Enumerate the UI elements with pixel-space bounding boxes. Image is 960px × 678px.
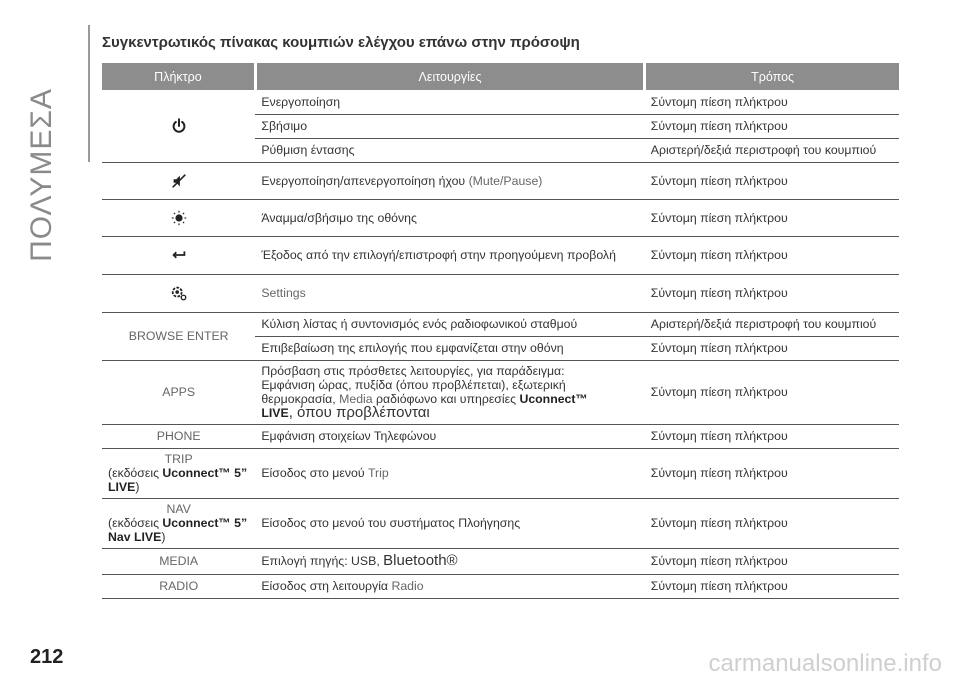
function-cell [255,548,644,574]
table-row [102,498,899,548]
section-side-label: ΠΟΛΥΜΕΣΑ [25,88,58,262]
function-cell [255,448,644,498]
mode-cell: Σύντομη πίεση πλήκτρου [645,236,899,274]
apps-brand-live: LIVE [261,406,289,420]
key-cell [102,274,255,312]
key-cell: MEDIA [102,548,255,574]
table-row [102,312,899,336]
nav-key-brand: Uconnect™ 5” [162,516,248,530]
page-title: Συγκεντρωτικός πίνακας κουμπιών ελέγχου επάνω στην πρόσοψη [102,34,580,51]
mode-cell: Σύντομη πίεση πλήκτρου [645,424,899,448]
function-cell [255,162,644,199]
table-row [102,199,899,236]
trip-func-a: Είσοδος στο μενού [261,466,368,480]
watermark-text: carmanualsonline.info [708,650,942,677]
apps-func-line2: Εμφάνιση ώρας, πυξίδα (όπου προβλέπεται), εξωτερική [261,378,566,392]
key-cell [102,498,255,548]
function-cell: Επιβεβαίωση της επιλογής που εμφανίζεται στην οθόνη [255,336,644,360]
function-cell: Ενεργοποίηση [255,90,644,114]
mode-cell: Σύντομη πίεση πλήκτρου [645,114,899,138]
nav-key-label: NAV [166,502,191,516]
power-icon [170,117,188,135]
key-cell [102,199,255,236]
table-row [102,236,899,274]
controls-table [102,63,899,599]
mode-cell: Σύντομη πίεση πλήκτρου [645,360,899,424]
side-divider [88,25,90,162]
key-cell [102,448,255,498]
apps-func-media: Media [339,392,373,406]
nav-key-brand2: Nav LIVE [108,530,162,544]
apps-func-tail: , όπου προβλέπονται [288,404,430,421]
mode-cell: Σύντομη πίεση πλήκτρου [645,199,899,236]
function-cell: Ρύθμιση έντασης [255,138,644,162]
media-func-brand: Bluetooth® [383,552,458,569]
mute-function-extra: (Mute/Pause) [468,173,543,188]
apps-func-line1: Πρόσβαση στις πρόσθετες λειτουργίες, για παράδειγμα: [261,364,565,378]
trip-key-note-b: ) [135,480,140,494]
mute-speaker-icon [170,172,188,190]
function-cell: Settings [255,274,644,312]
apps-func-line3a: θερμοκρασία, [261,392,340,406]
function-cell: Άναμμα/σβήσιμο της οθόνης [255,199,644,236]
mode-cell: Σύντομη πίεση πλήκτρου [645,90,899,114]
nav-key-note-b: ) [161,530,166,544]
mute-function-text: Ενεργοποίηση/απενεργοποίηση ήχου [261,173,466,188]
radio-func-a: Είσοδος στη λειτουργία [261,579,392,593]
key-cell: BROWSE ENTER [102,312,255,360]
radio-func-b: Radio [391,579,424,593]
table-row [102,360,899,424]
key-cell [102,90,255,162]
key-cell [102,162,255,199]
apps-func-line3c: ραδιόφωνο και υπηρεσίες [372,392,520,406]
mode-cell: Σύντομη πίεση πλήκτρου [645,448,899,498]
mode-cell: Σύντομη πίεση πλήκτρου [645,574,899,598]
function-cell: Είσοδος στο μενού του συστήματος Πλοήγησης [255,498,644,548]
table-row [102,90,899,114]
trip-key-brand: Uconnect™ 5” [162,466,248,480]
table-row [102,448,899,498]
table-row [102,424,899,448]
header-key: Πλήκτρο [102,63,255,90]
mode-cell: Σύντομη πίεση πλήκτρου [645,498,899,548]
header-functions: Λειτουργίες [255,63,644,90]
header-mode: Τρόπος [645,63,899,90]
screen-brightness-icon [170,209,188,227]
function-cell: Έξοδος από την επιλογή/επιστροφή στην προηγούμενη προβολή [255,236,644,274]
function-cell: Εμφάνιση στοιχείων Τηλεφώνου [255,424,644,448]
trip-key-note-a: (εκδόσεις [108,466,163,480]
mode-cell: Σύντομη πίεση πλήκτρου [645,336,899,360]
function-cell: Σβήσιμο [255,114,644,138]
mode-cell: Σύντομη πίεση πλήκτρου [645,548,899,574]
mode-cell: Αριστερή/δεξιά περιστροφή του κουμπιού [645,138,899,162]
media-func-a: Επιλογή πηγής: USB, [261,554,384,568]
function-cell [255,360,644,424]
mode-cell: Σύντομη πίεση πλήκτρου [645,274,899,312]
function-cell [255,574,644,598]
key-cell: APPS [102,360,255,424]
mode-cell: Αριστερή/δεξιά περιστροφή του κουμπιού [645,312,899,336]
nav-key-note-a: (εκδόσεις [108,516,163,530]
table-row [102,548,899,574]
page-number: 212 [30,646,64,668]
mode-cell: Σύντομη πίεση πλήκτρου [645,162,899,199]
trip-func-b: Trip [367,466,389,480]
table-row [102,162,899,199]
table-row [102,274,899,312]
key-cell [102,236,255,274]
gear-icon [170,284,188,302]
key-cell: RADIO [102,574,255,598]
apps-brand: Uconnect™ [519,392,588,406]
function-cell: Κύλιση λίστας ή συντονισμός ενός ραδιοφωνικού σταθμού [255,312,644,336]
key-cell: PHONE [102,424,255,448]
trip-key-brand2: LIVE [108,480,136,494]
trip-key-label: TRIP [164,452,193,466]
back-arrow-icon [170,246,188,264]
table-row [102,574,899,598]
